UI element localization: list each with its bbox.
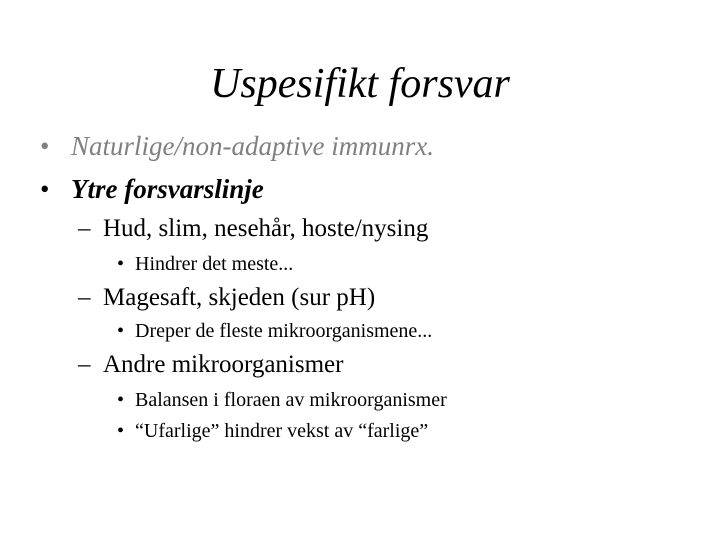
bullet-text: Naturlige/non-adaptive immunrx.	[71, 131, 434, 161]
sub-sub-bullet-text: Dreper de fleste mikroorganismene...	[135, 320, 433, 342]
bullet-text: Ytre forsvarslinje	[71, 174, 264, 204]
sub-sub-bullet-text: “Ufarlige” hindrer vekst av “farlige”	[135, 420, 429, 442]
slide-title: Uspesifikt forsvar	[210, 61, 510, 107]
dash-marker: –	[78, 284, 91, 311]
dash-marker: –	[78, 351, 91, 378]
bullet-marker: •	[117, 389, 125, 411]
sub-sub-bullet-text: Balansen i floraen av mikroorganismer	[135, 389, 447, 411]
sub-bullet-text: Hud, slim, nesehår, hoste/nysing	[103, 215, 429, 242]
sub-bullet-text: Magesaft, skjeden (sur pH)	[103, 284, 376, 311]
dash-marker: –	[78, 215, 91, 242]
bullet-marker: •	[117, 420, 125, 442]
sub-sub-bullet-text: Hindrer det meste...	[135, 253, 294, 275]
bullet-marker: •	[117, 253, 125, 275]
bullet-marker: •	[117, 320, 125, 342]
sub-bullet-text: Andre mikroorganismer	[103, 351, 344, 378]
bullet-marker: •	[40, 174, 50, 204]
bullet-marker: •	[40, 131, 50, 161]
